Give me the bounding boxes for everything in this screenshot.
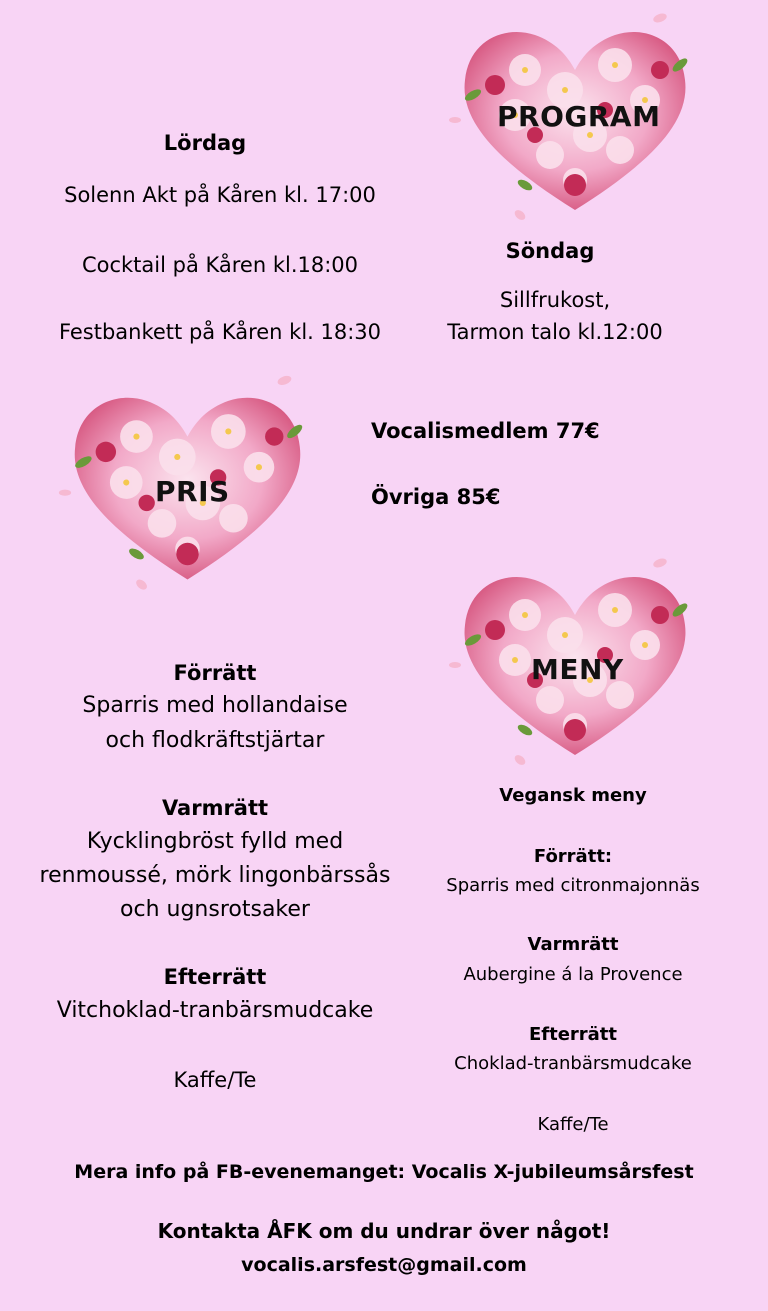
price-other: Övriga 85€: [371, 485, 501, 509]
program-heading: PROGRAM: [497, 100, 661, 133]
menu-main-line-2: renmoussé, mörk lingonbärssås: [39, 863, 391, 888]
footer-contact: Kontakta ÅFK om du undrar över något!: [157, 1219, 611, 1243]
vegan-main-title: Varmrätt: [527, 934, 619, 955]
footer-info: Mera info på FB-evenemanget: Vocalis X-jubileumsårsfest: [74, 1161, 694, 1183]
saturday-item-1: Solenn Akt på Kåren kl. 17:00: [64, 183, 376, 207]
menu-dessert-title: Efterrätt: [163, 965, 267, 989]
menu-starter-line-2: och flodkräftstjärtar: [105, 728, 325, 753]
menu-starter-line-1: Sparris med hollandaise: [82, 693, 348, 718]
vegan-starter-title: Förrätt:: [533, 846, 613, 867]
sunday-line-2: Tarmon talo kl.12:00: [447, 320, 663, 344]
sunday-title: Söndag: [505, 239, 595, 263]
vegan-dessert: Choklad-tranbärsmudcake: [454, 1053, 692, 1074]
vegan-main: Aubergine á la Provence: [463, 964, 683, 985]
program-heart: [455, 10, 695, 220]
menu-heart: [455, 555, 695, 765]
menu-main-line-3: och ugnsrotsaker: [120, 897, 310, 922]
vegan-menu-title: Vegansk meny: [499, 785, 647, 806]
menu-main-line-1: Kycklingbröst fylld med: [86, 829, 344, 854]
price-heading: PRIS: [155, 475, 230, 508]
vegan-starter: Sparris med citronmajonnäs: [446, 875, 700, 896]
menu-dessert: Vitchoklad-tranbärsmudcake: [56, 998, 374, 1023]
sunday-line-1: Sillfrukost,: [499, 288, 611, 312]
menu-starter-title: Förrätt: [173, 661, 257, 685]
saturday-title: Lördag: [163, 131, 247, 155]
menu-main-title: Varmrätt: [161, 796, 269, 820]
menu-heading: MENY: [531, 653, 624, 686]
price-member: Vocalismedlem 77€: [371, 419, 600, 443]
menu-coffee: Kaffe/Te: [173, 1068, 257, 1092]
vegan-dessert-title: Efterrätt: [528, 1024, 618, 1045]
vegan-coffee: Kaffe/Te: [537, 1114, 609, 1135]
saturday-item-3: Festbankett på Kåren kl. 18:30: [58, 320, 382, 344]
saturday-item-2: Cocktail på Kåren kl.18:00: [81, 253, 359, 277]
price-heart: [65, 375, 310, 590]
footer-email: vocalis.arsfest@gmail.com: [241, 1254, 527, 1276]
